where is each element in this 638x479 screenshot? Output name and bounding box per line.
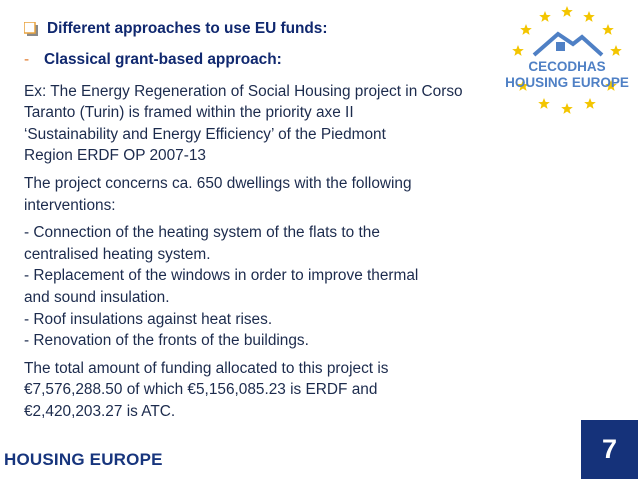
footer-brand: HOUSING EUROPE xyxy=(4,450,163,469)
interventions-paragraph xyxy=(24,222,494,352)
text-line: €7,576,288.50 of which €5,156,085.23 is ERDF and xyxy=(24,381,378,399)
text-line: Region ERDF OP 2007-13 xyxy=(24,147,206,165)
example-paragraph xyxy=(24,81,494,167)
subheading xyxy=(24,49,494,71)
text-line: and sound insulation. xyxy=(24,288,170,306)
text-line: The project concerns ca. 650 dwellings with the following xyxy=(24,174,412,192)
page-number: 7 xyxy=(581,420,638,479)
text-line: - Roof insulations against heat rises. xyxy=(24,310,273,328)
subheading-dash: - xyxy=(24,51,30,68)
concerns-paragraph xyxy=(24,173,494,216)
house-roof-icon xyxy=(534,34,602,55)
text-line: Taranto (Turin) is framed within the priority axe II xyxy=(24,104,354,122)
checkbox-bullet-icon xyxy=(24,22,38,36)
section-heading xyxy=(24,18,494,40)
text-line: - Renovation of the fronts of the buildings. xyxy=(24,332,309,350)
funding-paragraph xyxy=(24,358,494,423)
heading-text: Different approaches to use EU funds: xyxy=(47,20,328,38)
slide-body xyxy=(24,18,494,429)
cecodhas-logo xyxy=(498,4,636,116)
logo-line1: CECODHAS xyxy=(528,59,606,74)
text-line: ‘Sustainability and Energy Efficiency’ of the Piedmont xyxy=(24,125,386,143)
text-line: - Replacement of the windows in order to improve thermal xyxy=(24,267,419,285)
text-line: €2,420,203.27 is ATC. xyxy=(24,402,176,420)
logo-graphic xyxy=(498,4,636,116)
text-line: interventions: xyxy=(24,196,116,214)
text-line: The total amount of funding allocated to this project is xyxy=(24,359,389,377)
text-line: - Connection of the heating system of the flats to the xyxy=(24,224,380,242)
text-line: Ex: The Energy Regeneration of Social Housing project in Corso xyxy=(24,82,463,100)
logo-line2: HOUSING EUROPE xyxy=(505,75,629,90)
subheading-text: Classical grant-based approach: xyxy=(44,51,282,68)
text-line: centralised heating system. xyxy=(24,245,211,263)
